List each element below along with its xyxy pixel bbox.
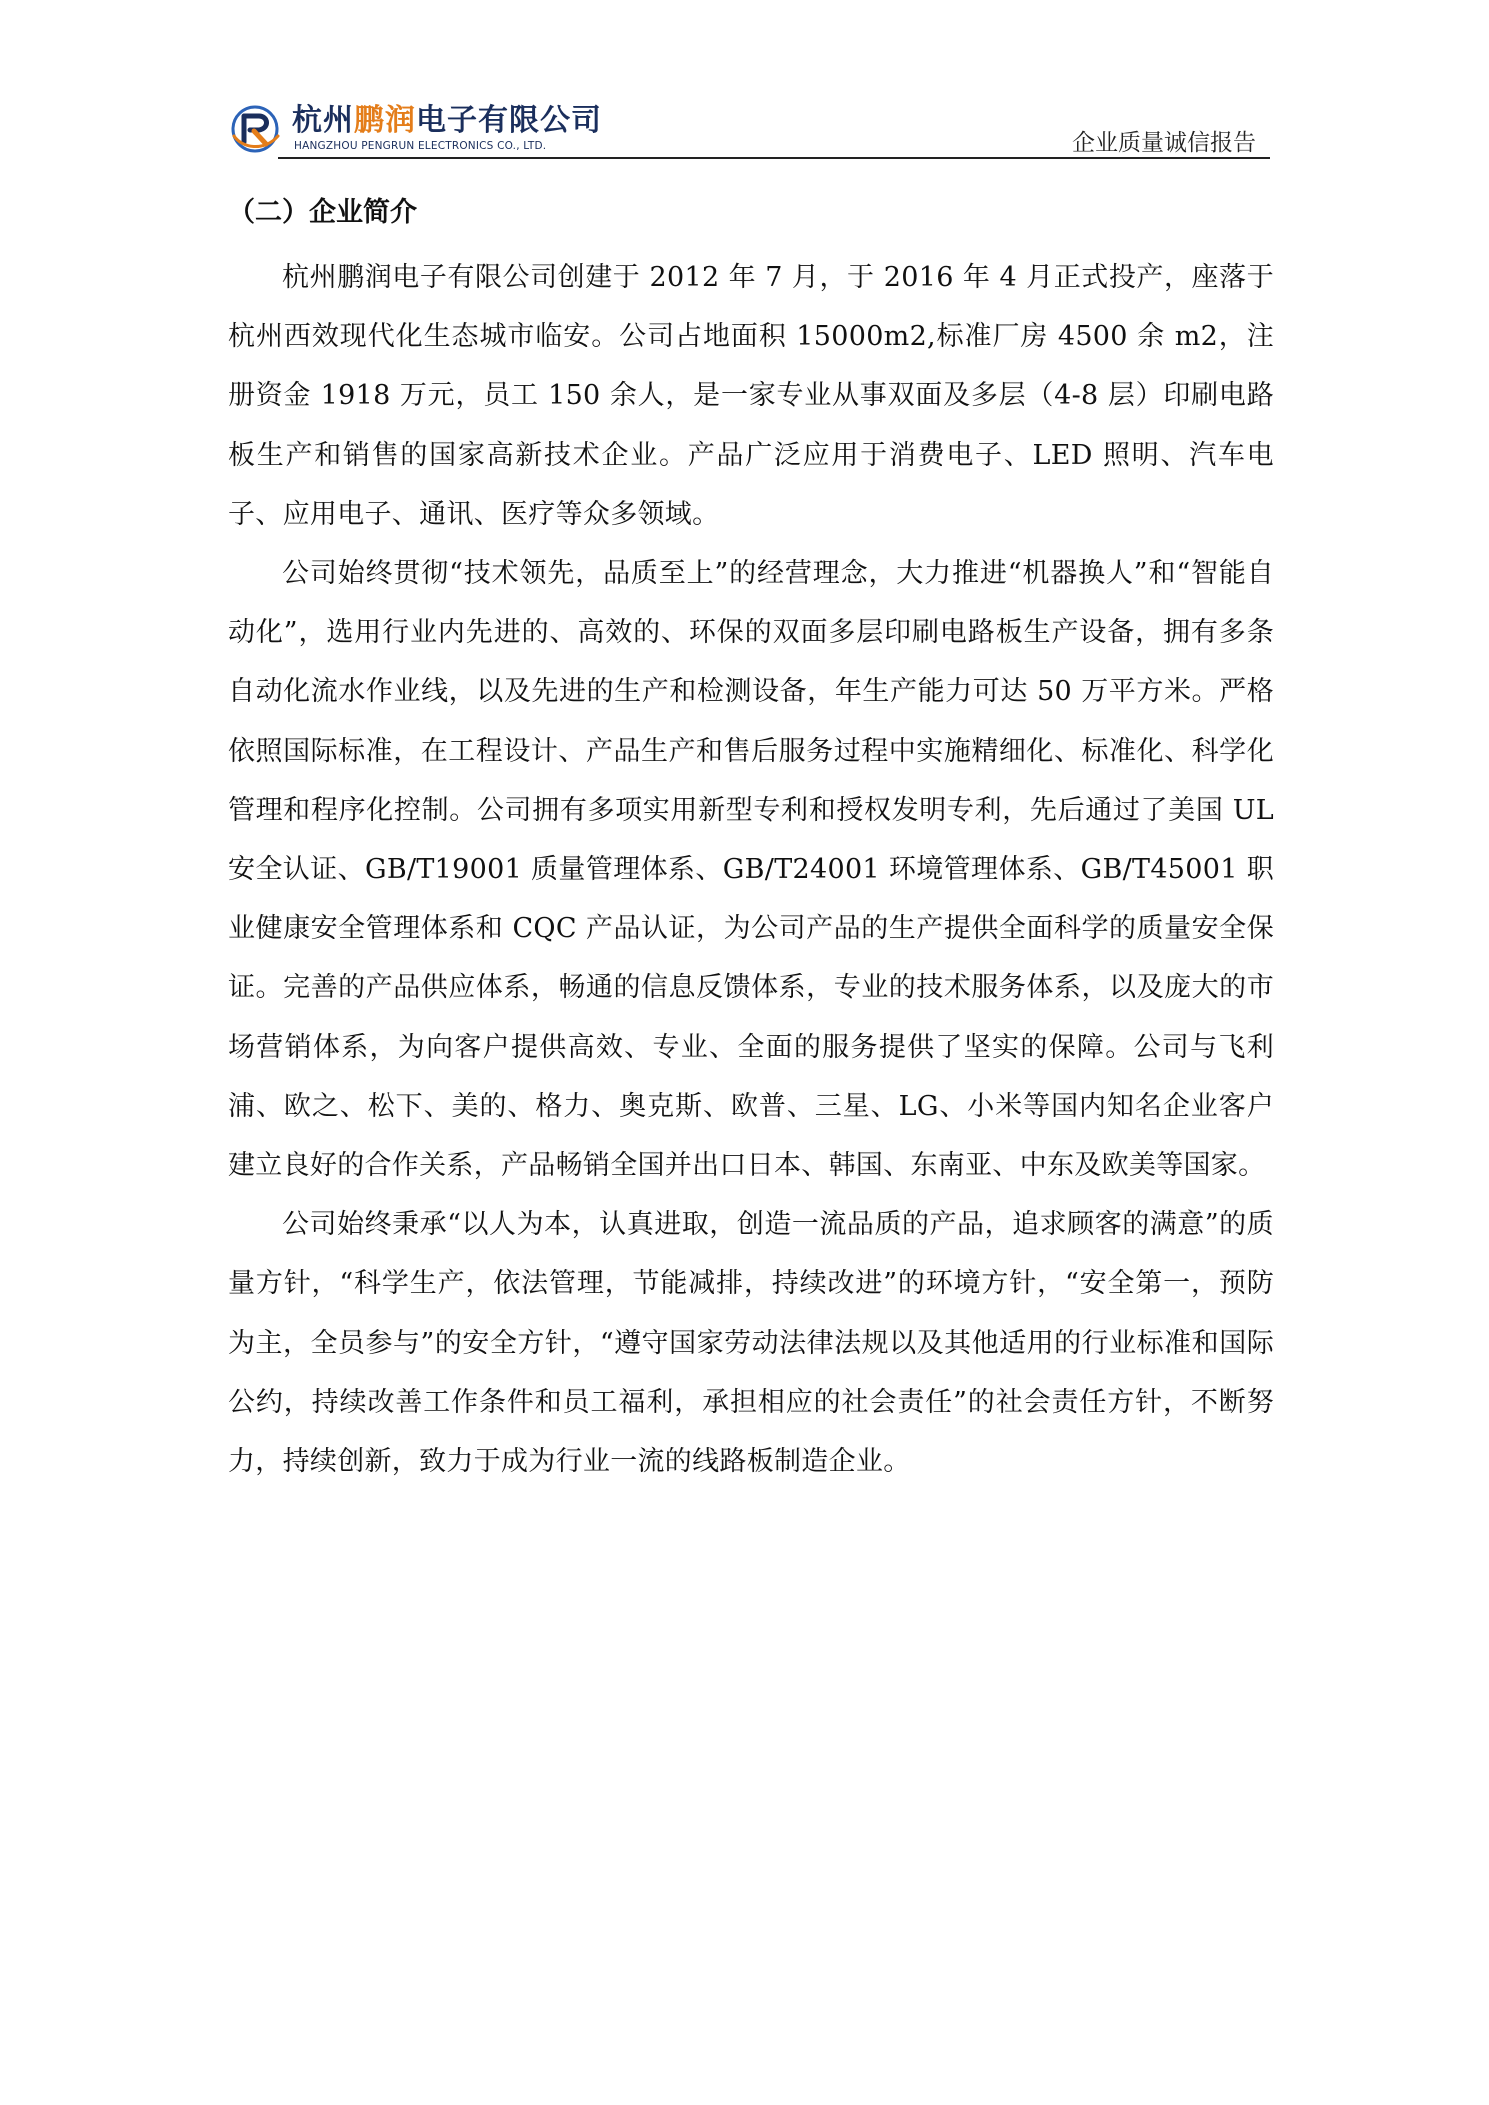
section-heading: （二）企业简介 <box>228 197 417 228</box>
paragraph-company-overview: 杭州鹏润电子有限公司创建于 2012 年 7 月，于 2016 年 4 月正式投产，座落于杭州西效现代化生态城市临安。公司占地面积 15000m2,标准厂房 4500 余 m2，注册资金 1918 万元，员工 150 余人，是一家专业从事双面及多层（4-8 层）印刷电路板生产和销售的国家高新技术企业。产品广泛应用于消费电子、LED 照明、汽车电子、应用电子、通讯、医疗等众多领域。 <box>228 262 1274 530</box>
company-name-prefix: 杭州 <box>292 103 354 138</box>
pengrun-logo-icon <box>228 102 284 156</box>
company-name <box>292 104 602 138</box>
company-name-english: HANGZHOU PENGRUN ELECTRONICS CO., LTD. <box>294 140 547 152</box>
header-divider <box>278 157 1270 159</box>
company-name-suffix: 电子有限公司 <box>416 103 602 138</box>
page-header <box>228 102 1270 160</box>
paragraph-operations: 公司始终贯彻“技术领先，品质至上”的经营理念，大力推进“机器换人”和“智能自动化”，选用行业内先进的、高效的、环保的双面多层印刷电路板生产设备，拥有多条自动化流水作业线，以及先进的生产和检测设备，年生产能力可达 50 万平方米。严格依照国际标准，在工程设计、产品生产和售后服务过程中实施精细化、标准化、科学化管理和程序化控制。公司拥有多项实用新型专利和授权发明专利，先后通过了美国 UL 安全认证、GB/T19001 质量管理体系、GB/T24001 环境管理体系、GB/T45001 职业健康安全管理体系和 CQC 产品认证，为公司产品的生产提供全面科学的质量安全保证。完善的产品供应体系，畅通的信息反馈体系，专业的技术服务体系，以及庞大的市场营销体系，为向客户提供高效、专业、全面的服务提供了坚实的保障。公司与飞利浦、欧之、松下、美的、格力、奥克斯、欧普、三星、LG、小米等国内知名企业客户建立良好的合作关系，产品畅销全国并出口日本、韩国、东南亚、中东及欧美等国家。 <box>228 558 1274 1182</box>
paragraph-policies: 公司始终秉承“以人为本，认真进取，创造一流品质的产品，追求顾客的满意”的质量方针，“科学生产，依法管理，节能减排，持续改进”的环境方针，“安全第一，预防为主，全员参与”的安全方针，“遵守国家劳动法律法规以及其他适用的行业标准和国际公约，持续改善工作条件和员工福利，承担相应的社会责任”的社会责任方针，不断努力，持续创新，致力于成为行业一流的线路板制造企业。 <box>228 1209 1274 1478</box>
report-title: 企业质量诚信报告 <box>1072 130 1256 156</box>
company-name-highlight: 鹏润 <box>354 103 416 138</box>
section-body <box>228 248 1274 1491</box>
